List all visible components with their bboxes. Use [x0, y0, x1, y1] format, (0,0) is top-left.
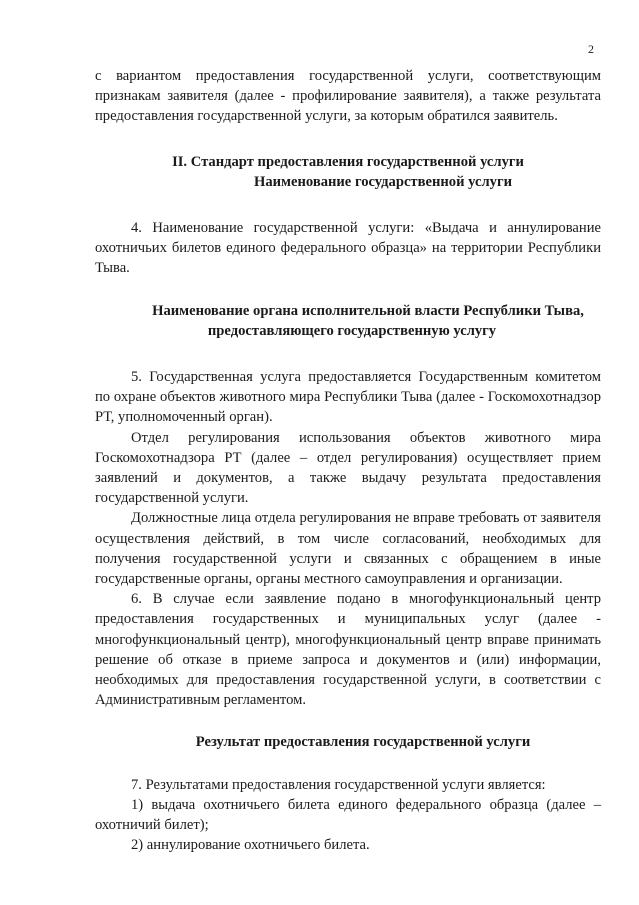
paragraph-4: 4. Наименование государственной услуги: «Выдача и аннулирование охотничьих билетов единого федерального образца» на территории Республики Тыва. — [95, 220, 601, 277]
list-item-7-2: 2) аннулирование охотничьего билета. — [131, 837, 370, 854]
section-heading-organ-cont: предоставляющего государственную услугу — [207, 322, 497, 339]
section-heading-organ: Наименование органа исполнительной власти Республики Тыва, — [152, 302, 584, 319]
paragraph-5c: Должностные лица отдела регулирования не вправе требовать от заявителя осуществления действий, в том числе согласований, необходимых для получения государственной услуги и связанных с обращением в иные государственные органы, органы местного самоуправления и организации. — [95, 510, 601, 588]
list-item-7-1: 1) выдача охотничьего билета единого федерального образца (далее – охотничий билет); — [95, 796, 601, 834]
paragraph-7: 7. Результатами предоставления государственной услуги является: — [131, 776, 546, 793]
paragraph-5b: Отдел регулирования использования объектов животного мира Госкомохотнадзора РТ (далее – отдел регулирования) осуществляет прием заявлений и документов, а также выдачу результата предоставления государственной услуги. — [95, 429, 601, 507]
paragraph-6: 6. В случае если заявление подано в многофункциональный центр предоставления государственных и муниципальных услуг (далее - многофункциональный центр), многофункциональный центр вправе принимать решение об отказе в приеме запроса и документов и (или) информации, необходимых для предоставления государственной услуги, в соответствии с Административным регламентом. — [95, 591, 601, 709]
document-body — [95, 66, 601, 856]
page-number: 2 — [588, 42, 594, 56]
section-subheading-service-name: Наименование государственной услуги — [254, 173, 512, 190]
section-heading-standard: II. Стандарт предоставления государственной услуги — [172, 153, 524, 170]
section-heading-result: Результат предоставления государственной услуги — [195, 734, 531, 751]
paragraph-intro: с вариантом предоставления государственной услуги, соответствующим признакам заявителя (далее - профилирование заявителя), а также результата предоставления государственной услуги, за которым обратился заявитель. — [95, 68, 601, 125]
paragraph-5: 5. Государственная услуга предоставляется Государственным комитетом по охране объектов животного мира Республики Тыва (далее - Госкомохотнадзор РТ, уполномоченный орган). — [95, 369, 601, 426]
